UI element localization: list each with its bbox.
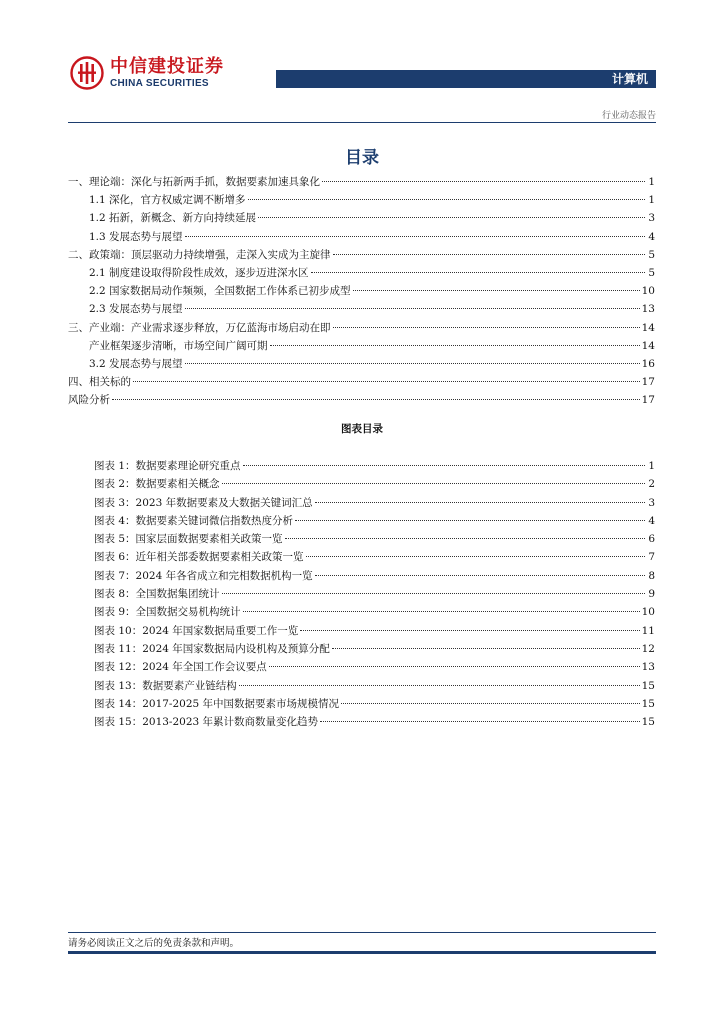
figure-page: 15 (641, 716, 655, 729)
toc-entry-title: 三、产业端：产业需求逐步释放，万亿蓝海市场启动在即 (68, 321, 331, 334)
figure-page: 6 (648, 533, 655, 546)
leader-dots (239, 685, 640, 686)
figure-entry[interactable] (94, 586, 655, 604)
figure-page: 4 (648, 514, 655, 527)
company-logo (70, 56, 224, 90)
toc-entry[interactable] (68, 229, 655, 247)
toc-entry-title: 四、相关标的 (68, 376, 131, 389)
toc-entry[interactable] (68, 301, 655, 319)
toc-entry[interactable] (68, 392, 655, 410)
figure-title: 数据要素关键词微信指数热度分析 (135, 514, 294, 527)
toc-title: 目录 (345, 148, 379, 168)
toc-entry[interactable] (68, 192, 655, 210)
figure-label: 图表 6： (94, 551, 136, 564)
leader-dots (269, 666, 640, 667)
toc-entry-page: 1 (648, 176, 655, 188)
brand-name-en: CHINA SECURITIES (110, 77, 209, 89)
figure-entry[interactable] (94, 696, 655, 714)
toc-entry-title: 1.1 深化，官方权威定调不断增多 (89, 194, 246, 207)
figure-list (94, 458, 655, 732)
figure-page: 13 (641, 661, 655, 674)
disclaimer-note: 请务必阅读正文之后的免责条款和声明。 (68, 938, 240, 949)
brand-name-cn: 中信建投证券 (110, 55, 224, 77)
figure-title: 2024 年国家数据局内设机构及预算分配 (142, 642, 330, 655)
leader-dots (222, 483, 645, 484)
figure-page: 2 (648, 478, 655, 491)
company-logo-icon (70, 56, 104, 90)
leader-dots (333, 254, 646, 255)
toc-entry[interactable] (68, 283, 655, 301)
leader-dots (320, 721, 640, 722)
figure-title: 2024 年各省成立和完相数据机构一览 (135, 569, 313, 582)
leader-dots (295, 520, 645, 521)
figure-title: 2013-2023 年累计数商数量变化趋势 (142, 716, 319, 729)
figure-label: 图表 9： (94, 606, 136, 619)
figure-entry[interactable] (94, 476, 655, 494)
leader-dots (248, 199, 645, 200)
table-of-contents (68, 174, 655, 410)
leader-dots (315, 502, 645, 503)
leader-dots (112, 399, 640, 400)
figure-entry[interactable] (94, 513, 655, 531)
toc-entry-title: 1.2 拓新，新概念、新方向持续延展 (89, 212, 257, 225)
toc-entry-page: 5 (648, 248, 655, 261)
figure-label: 图表 12： (94, 661, 143, 674)
figure-title: 2024 年全国工作会议要点 (142, 661, 267, 674)
leader-dots (315, 575, 645, 576)
figure-label: 图表 7： (94, 569, 136, 582)
toc-entry[interactable] (68, 338, 655, 356)
figure-entry[interactable] (94, 495, 655, 513)
toc-entry-page: 16 (641, 357, 655, 370)
figure-label: 图表 15： (94, 716, 143, 729)
figure-page: 15 (641, 697, 655, 710)
toc-entry-page: 5 (648, 266, 655, 279)
toc-entry[interactable] (68, 265, 655, 283)
section-banner (276, 70, 656, 88)
toc-entry-title: 一、理论端：深化与拓新两手抓，数据要素加速具象化 (68, 176, 320, 188)
toc-entry-page: 10 (641, 285, 655, 298)
figure-page: 9 (648, 588, 655, 601)
toc-entry[interactable] (68, 174, 655, 192)
leader-dots (332, 648, 640, 649)
figure-label: 图表 11： (94, 642, 143, 655)
figure-page: 1 (648, 460, 655, 472)
toc-entry[interactable] (68, 210, 655, 228)
figure-page: 10 (641, 606, 655, 619)
toc-entry-title: 3.2 发展态势与展望 (89, 357, 183, 370)
toc-entry-page: 17 (641, 376, 655, 389)
leader-dots (300, 630, 639, 631)
figure-page: 8 (648, 569, 655, 582)
toc-entry-page: 4 (648, 230, 655, 243)
toc-entry[interactable] (68, 320, 655, 338)
toc-entry-title: 2.3 发展态势与展望 (89, 303, 183, 316)
figure-title: 2024 年国家数据局重要工作一览 (142, 624, 299, 637)
figure-label: 图表 3： (94, 496, 136, 509)
figure-label: 图表 8： (94, 588, 136, 601)
figure-list-title: 图表目录 (341, 423, 383, 435)
leader-dots (222, 593, 645, 594)
toc-entry-page: 14 (641, 321, 655, 334)
toc-entry-title: 二、政策端：顶层驱动力持续增强，走深入实成为主旋律 (68, 248, 331, 261)
toc-entry-title: 1.3 发展态势与展望 (89, 230, 183, 243)
figure-page: 3 (648, 496, 655, 509)
figure-title: 数据要素相关概念 (135, 478, 220, 491)
figure-label: 图表 4： (94, 514, 136, 527)
figure-entry[interactable] (94, 623, 655, 641)
figure-page: 7 (648, 551, 655, 564)
leader-dots (333, 327, 640, 328)
leader-dots (322, 181, 645, 182)
leader-dots (133, 381, 640, 382)
figure-entry[interactable] (94, 678, 655, 696)
leader-dots (185, 363, 640, 364)
leader-dots (185, 308, 640, 309)
report-type: 行业动态报告 (601, 111, 656, 121)
leader-dots (270, 345, 640, 346)
figure-title: 国家层面数据要素相关政策一览 (135, 533, 283, 546)
figure-title: 数据要素产业链结构 (142, 679, 237, 692)
figure-label: 图表 2： (94, 478, 136, 491)
figure-entry[interactable] (94, 458, 655, 476)
leader-dots (285, 538, 645, 539)
figure-entry[interactable] (94, 604, 655, 622)
figure-title: 近年相关部委数据要素相关政策一览 (135, 551, 304, 564)
toc-entry-page: 3 (648, 212, 655, 225)
toc-entry-title: 产业框架逐步清晰，市场空间广阔可期 (89, 339, 268, 352)
figure-entry[interactable] (94, 549, 655, 567)
toc-entry-page: 1 (648, 194, 655, 207)
leader-dots (185, 236, 645, 237)
leader-dots (341, 703, 640, 704)
toc-entry-page: 13 (641, 303, 655, 316)
figure-entry[interactable] (94, 641, 655, 659)
figure-title: 2017-2025 年中国数据要素市场规模情况 (142, 697, 340, 710)
toc-entry-title: 风险分析 (68, 394, 110, 407)
figure-entry[interactable] (94, 659, 655, 677)
toc-entry[interactable] (68, 374, 655, 392)
figure-label: 图表 14： (94, 697, 143, 710)
figure-title: 全国数据集团统计 (135, 588, 220, 601)
toc-entry-title: 2.2 国家数据局动作频频，全国数据工作体系已初步成型 (89, 285, 351, 298)
figure-label: 图表 1： (94, 460, 136, 472)
leader-dots (243, 465, 645, 466)
figure-label: 图表 5： (94, 533, 136, 546)
figure-entry[interactable] (94, 568, 655, 586)
toc-entry[interactable] (68, 247, 655, 265)
figure-title: 全国数据交易机构统计 (135, 606, 241, 619)
figure-page: 12 (641, 642, 655, 655)
figure-page: 15 (641, 679, 655, 692)
toc-entry[interactable] (68, 356, 655, 374)
figure-label: 图表 13： (94, 679, 143, 692)
figure-page: 11 (641, 624, 655, 637)
toc-entry-title: 2.1 制度建设取得阶段性成效，逐步迈进深水区 (89, 266, 309, 279)
footer-bar (68, 951, 656, 954)
figure-title: 数据要素理论研究重点 (135, 460, 241, 472)
leader-dots (243, 611, 640, 612)
toc-entry-page: 17 (641, 394, 655, 407)
toc-entry-page: 14 (641, 339, 655, 352)
leader-dots (353, 290, 640, 291)
leader-dots (306, 556, 645, 557)
section-label: 计算机 (611, 72, 648, 86)
figure-label: 图表 10： (94, 624, 143, 637)
header-divider (68, 122, 656, 123)
figure-entry[interactable] (94, 714, 655, 732)
leader-dots (258, 217, 645, 218)
figure-entry[interactable] (94, 531, 655, 549)
footer-divider (68, 932, 656, 933)
figure-title: 2023 年数据要素及大数据关键词汇总 (135, 496, 313, 509)
leader-dots (311, 272, 645, 273)
